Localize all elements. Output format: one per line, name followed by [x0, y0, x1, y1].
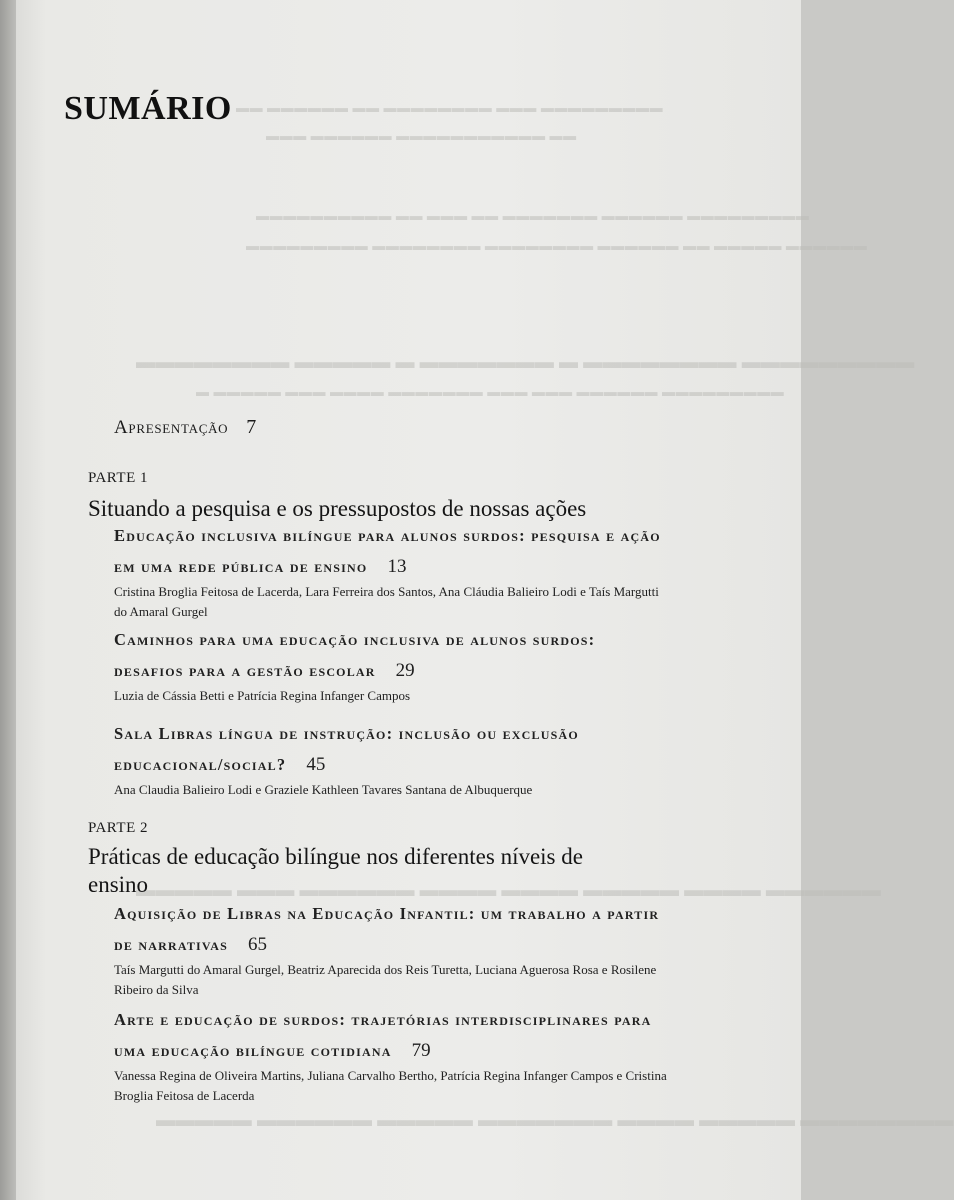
chapter-title-cont: [114, 930, 784, 960]
chapter-title: Caminhos para uma educação inclusiva de alunos surdos:: [114, 630, 596, 649]
part-label: PARTE 2: [88, 820, 148, 836]
chapter-title-cont: [114, 1036, 784, 1066]
page-number: 7: [246, 416, 257, 438]
book-page: [16, 0, 954, 1200]
part-label: PARTE 1: [88, 470, 148, 486]
toc-entry-chapter-2[interactable]: [114, 628, 784, 706]
chapter-authors: Ana Claudia Balieiro Lodi e Graziele Kathleen Tavares Santana de Albuquerque: [114, 782, 533, 797]
chapter-title: Aquisição de Libras na Educação Infantil: um trabalho a partir: [114, 904, 660, 923]
chapter-title: em uma rede pública de ensino: [114, 557, 368, 576]
chapter-title-cont: [114, 656, 784, 686]
chapter-authors: Ribeiro da Silva: [114, 982, 199, 997]
chapter-title: Arte e educação de surdos: trajetórias interdisciplinares para: [114, 1010, 652, 1029]
show-through-text: ▬▬▬▬▬▬▬▬▬ ▬▬▬▬▬▬▬▬ ▬▬▬▬▬▬▬▬ ▬▬▬▬▬▬ ▬▬ ▬▬▬▬▬ ▬▬▬▬▬▬: [246, 238, 868, 253]
page-number: 65: [247, 934, 267, 955]
page-number: 29: [395, 660, 415, 681]
chapter-title: Sala Libras língua de instrução: inclusão ou exclusão: [114, 724, 579, 743]
page-number: 45: [306, 754, 326, 775]
show-through-text: ▬▬▬▬▬ ▬▬▬ ▬▬▬▬▬▬ ▬▬▬▬ ▬▬▬▬ ▬▬▬▬▬ ▬▬▬▬ ▬▬▬▬▬▬: [136, 880, 882, 901]
chapter-title-cont: [114, 750, 784, 780]
page-number: 13: [387, 556, 407, 577]
chapter-title: uma educação bilíngue cotidiana: [114, 1041, 392, 1060]
chapter-authors: Vanessa Regina de Oliveira Martins, Juliana Carvalho Bertho, Patrícia Regina Infanger Campos e Cristina: [114, 1068, 667, 1083]
show-through-text: ▬▬ ▬▬▬▬▬▬ ▬▬ ▬▬▬▬▬▬▬▬ ▬▬▬ ▬▬▬▬▬▬▬▬▬: [236, 100, 664, 115]
chapter-authors: do Amaral Gurgel: [114, 604, 208, 619]
chapter-authors: Taís Margutti do Amaral Gurgel, Beatriz Aparecida dos Reis Turetta, Luciana Aguerosa Rosa e Rosilene: [114, 962, 657, 977]
part-title: ensino: [88, 872, 149, 897]
show-through-text: ▬▬▬ ▬▬▬▬▬▬ ▬▬▬▬▬▬▬▬▬▬▬ ▬▬: [266, 128, 577, 143]
show-through-text: ▬▬▬▬▬▬▬▬ ▬▬▬▬▬ ▬ ▬▬▬▬▬▬▬ ▬ ▬▬▬▬▬▬▬▬ ▬▬▬▬▬▬▬▬▬: [136, 352, 915, 373]
toc-entry-chapter-1[interactable]: [114, 524, 784, 622]
show-through-text: ▬▬▬▬▬▬▬▬▬▬ ▬▬ ▬▬▬ ▬▬ ▬▬▬▬▬▬▬ ▬▬▬▬▬▬ ▬▬▬▬▬▬▬▬▬: [256, 208, 810, 223]
toc-entry-chapter-5[interactable]: [114, 1008, 784, 1106]
toc-entry-apresentacao[interactable]: [114, 416, 257, 439]
chapter-authors: Cristina Broglia Feitosa de Lacerda, Lara Ferreira dos Santos, Ana Cláudia Balieiro Lodi e Taís Margutti: [114, 584, 659, 599]
show-through-text: ▬ ▬▬▬▬▬ ▬▬▬ ▬▬▬▬ ▬▬▬▬▬▬▬ ▬▬▬ ▬▬▬ ▬▬▬▬▬▬ ▬▬▬▬▬▬▬▬▬: [196, 384, 785, 399]
chapter-authors: Broglia Feitosa de Lacerda: [114, 1088, 255, 1103]
chapter-authors: Luzia de Cássia Betti e Patrícia Regina Infanger Campos: [114, 688, 411, 703]
chapter-title: de narrativas: [114, 935, 228, 954]
page-number: 79: [411, 1040, 431, 1061]
chapter-title: Educação inclusiva bilíngue para alunos surdos: pesquisa e ação: [114, 526, 661, 545]
toc-entry-chapter-3[interactable]: [114, 722, 784, 800]
part-title: Práticas de educação bilíngue nos diferentes níveis de: [88, 844, 583, 869]
page-title: SUMÁRIO: [64, 90, 232, 127]
chapter-title: educacional/social?: [114, 755, 287, 774]
toc-entry-chapter-4[interactable]: [114, 902, 784, 1000]
part-title: Situando a pesquisa e os pressupostos de nossas ações: [88, 496, 587, 521]
chapter-title: desafios para a gestão escolar: [114, 661, 376, 680]
book-spine-edge: [0, 0, 16, 1200]
toc-entry-title: Apresentação: [114, 417, 229, 438]
chapter-title-cont: [114, 552, 784, 582]
show-through-text: ▬▬▬▬▬ ▬▬▬▬▬▬ ▬▬▬▬▬ ▬▬▬▬▬▬▬ ▬▬▬▬ ▬▬▬▬▬ ▬▬▬▬▬▬▬▬: [156, 1110, 954, 1131]
